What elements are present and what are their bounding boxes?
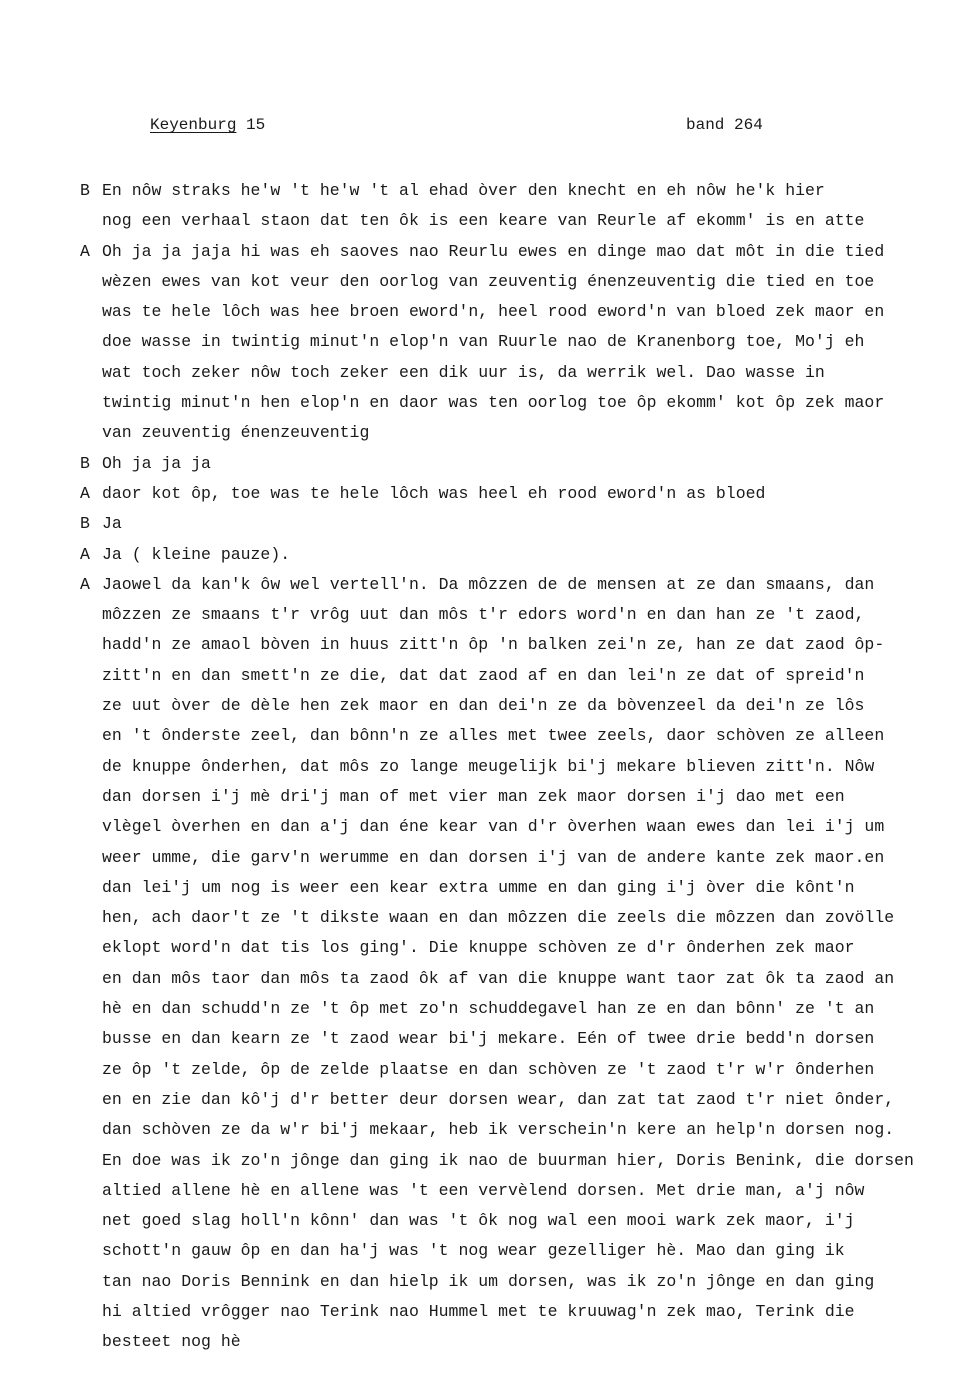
transcript-line [80, 782, 940, 812]
speaker-label: B [80, 514, 90, 534]
transcript-line [80, 964, 940, 994]
transcript-line [80, 327, 940, 357]
transcript-line [80, 1055, 940, 1085]
transcript-line [80, 812, 940, 842]
line-text: ze uut òver de dèle hen zek maor en dan dei'n ze da bòvenzeel da dei'n ze lôs [102, 696, 865, 716]
line-text: en en zie dan kô'j d'r better deur dorsen wear, dan zat tat zaod t'r niet ônder, [102, 1089, 895, 1109]
transcript-line [80, 752, 940, 782]
line-text: vlègel òverhen en dan a'j dan éne kear van d'r òverhen waan ewes dan lei i'j um [102, 817, 885, 837]
line-text: Oh ja ja ja [102, 453, 211, 473]
line-text: schott'n gauw ôp en dan ha'j was 't nog wear gezelliger hè. Mao dan ging ik [102, 1241, 845, 1261]
line-text: en 't ônderste zeel, dan bônn'n ze alles met twee zeels, daor schòven ze alleen [102, 726, 885, 746]
line-text: En doe was ik zo'n jônge dan ging ik nao de buurman hier, Doris Benink, die dorsen [102, 1150, 914, 1170]
line-text: Jaowel da kan'k ôw wel vertell'n. Da môzzen de de mensen at ze dan smaans, dan [102, 574, 875, 594]
transcript-line [80, 933, 940, 963]
transcript-line [80, 1267, 940, 1297]
transcript-line [80, 630, 940, 660]
transcript-line [80, 358, 940, 388]
line-text: Ja [102, 514, 122, 534]
line-text: en dan môs taor dan môs ta zaod ôk af van die knuppe want taor zat ôk ta zaod an [102, 968, 895, 988]
line-text: wèzen ewes van kot veur den oorlog van zeuventig énenzeuventig die tied en toe [102, 271, 875, 291]
line-text: busse en dan kearn ze 't zaod wear bi'j mekare. Eén of twee drie bedd'n dorsen [102, 1029, 875, 1049]
line-text: dan schòven ze da w'r bi'j mekaar, heb ik verschein'n kere an help'n dorsen nog. [102, 1120, 895, 1140]
transcript-line [80, 540, 940, 570]
transcript-line [80, 1236, 940, 1266]
line-text: dan dorsen i'j mè dri'j man of met vier man zek maor dorsen i'j dao met een [102, 786, 845, 806]
transcript-line [80, 661, 940, 691]
transcript-line [80, 297, 940, 327]
line-text: hè en dan schudd'n ze 't ôp met zo'n schuddegavel han ze en dan bônn' ze 't an [102, 999, 875, 1019]
transcript-line [80, 1297, 940, 1327]
transcript-line [80, 691, 940, 721]
line-text: dan lei'j um nog is weer een kear extra umme en dan ging i'j òver die kônt'n [102, 877, 855, 897]
transcript-line [80, 1024, 940, 1054]
transcript-body [80, 176, 940, 1358]
line-text: ze ôp 't zelde, ôp de zelde plaatse en dan schòven ze 't zaod t'r w'r ônderhen [102, 1059, 875, 1079]
transcript-line [80, 1146, 940, 1176]
line-text: altied allene hè en allene was 't een vervèlend dorsen. Met drie man, a'j nôw [102, 1180, 865, 1200]
transcript-line [80, 206, 940, 236]
line-text: twintig minut'n hen elop'n en daor was ten oorlog toe ôp ekomm' kot ôp zek maor [102, 393, 885, 413]
line-text: En nôw straks he'w 't he'w 't al ehad òver den knecht en eh nôw he'k hier [102, 181, 825, 200]
line-text: hi altied vrôgger nao Terink nao Hummel met te kruuwag'n zek mao, Terink die [102, 1301, 855, 1321]
line-text: zitt'n en dan smett'n ze die, dat dat zaod af en dan lei'n ze dat of spreid'n [102, 665, 865, 685]
line-text: Ja ( kleine pauze). [102, 544, 291, 564]
page-header-title [150, 116, 265, 134]
document-number: 15 [246, 116, 266, 134]
transcript-line [80, 176, 940, 206]
line-text: nog een verhaal staon dat ten ôk is een keare van Reurle af ekomm' is en atte [102, 211, 865, 231]
line-text: eklopt word'n dat tis los ging'. Die knuppe schòven ze d'r ônderhen zek maor [102, 938, 855, 958]
line-text: net goed slag holl'n kônn' dan was 't ôk nog wal een mooi wark zek maor, i'j [102, 1211, 855, 1231]
transcript-line [80, 843, 940, 873]
line-text: weer umme, die garv'n werumme en dan dorsen i'j van de andere kante zek maor.en [102, 847, 885, 867]
transcript-line [80, 1115, 940, 1145]
line-text: van zeuventig énenzeuventig [102, 423, 370, 443]
line-text: Oh ja ja jaja hi was eh saoves nao Reurlu ewes en dinge mao dat môt in die tied [102, 241, 885, 261]
transcript-line [80, 1176, 940, 1206]
line-text: daor kot ôp, toe was te hele lôch was heel eh rood eword'n as bloed [102, 483, 766, 503]
document-title: Keyenburg [150, 116, 237, 134]
speaker-label: B [80, 453, 90, 473]
transcript-line [80, 570, 940, 600]
speaker-label: A [80, 483, 90, 503]
transcript-line [80, 1085, 940, 1115]
line-text: môzzen ze smaans t'r vrôg uut dan môs t'r edors word'n en dan han ze 't zaod, [102, 605, 865, 625]
transcript-line [80, 479, 940, 509]
transcript-line [80, 388, 940, 418]
speaker-label: B [80, 181, 90, 200]
transcript-line [80, 267, 940, 297]
transcript-line [80, 903, 940, 933]
transcript-line [80, 418, 940, 448]
transcript-line [80, 1206, 940, 1236]
transcript-line [80, 449, 940, 479]
transcript-line [80, 237, 940, 267]
transcript-line [80, 1327, 940, 1357]
transcript-line [80, 600, 940, 630]
line-text: tan nao Doris Bennink en dan hielp ik um dorsen, was ik zo'n jônge en dan ging [102, 1271, 875, 1291]
speaker-label: A [80, 241, 90, 261]
line-text: was te hele lôch was hee broen eword'n, heel rood eword'n van bloed zek maor en [102, 302, 885, 322]
line-text: de knuppe ônderhen, dat môs zo lange meugelijk bi'j mekare blieven zitt'n. Nôw [102, 756, 875, 776]
band-label: band 264 [686, 116, 763, 134]
transcript-line [80, 509, 940, 539]
line-text: wat toch zeker nôw toch zeker een dik uur is, da werrik wel. Dao wasse in [102, 362, 825, 382]
transcript-line [80, 994, 940, 1024]
speaker-label: A [80, 574, 90, 594]
line-text: hen, ach daor't ze 't dikste waan en dan môzzen die zeels die môzzen dan zovölle [102, 908, 895, 928]
speaker-label: A [80, 544, 90, 564]
line-text: hadd'n ze amaol bòven in huus zitt'n ôp 'n balken zei'n ze, han ze dat zaod ôp- [102, 635, 885, 655]
line-text: doe wasse in twintig minut'n elop'n van Ruurle nao de Kranenborg toe, Mo'j eh [102, 332, 865, 352]
transcript-line [80, 721, 940, 751]
line-text: besteet nog hè [102, 1332, 241, 1352]
transcript-line [80, 873, 940, 903]
